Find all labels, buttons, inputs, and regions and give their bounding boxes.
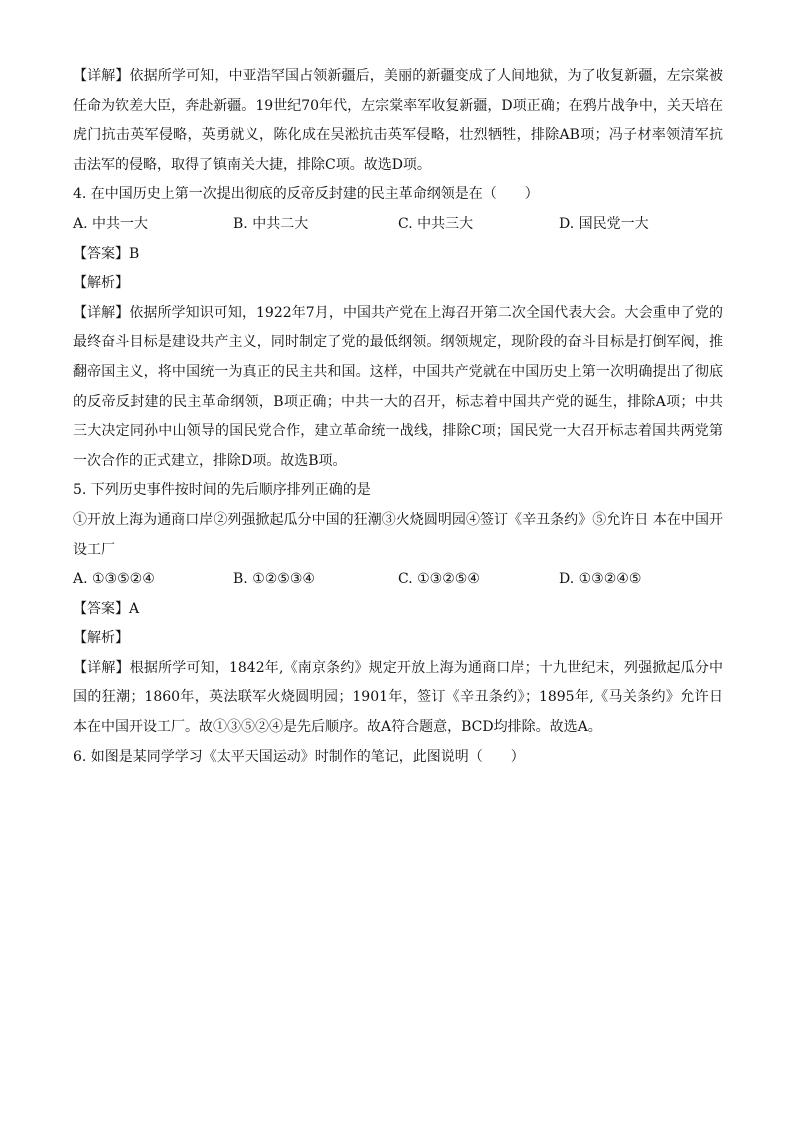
q5-option-b: B. ①②⑤③④ [233, 571, 315, 588]
q5-stem: 5. 下列历史事件按时间的先后顺序排列正确的是 [73, 482, 371, 499]
q4-detail: 【详解】依据所学知识可知，1922年7月，中国共产党在上海召开第二次全国代表大会。大会重申了党的最终奋斗目标是建设共产主义，同时制定了党的最低纲领。纲领规定，现阶段的奋斗目标是打倒军阀，推翻帝国主义，将中国统一为真正的民主共和国。这样，中国共产党就在中国历史上第一次明确提出了彻底的反帝反封建的民主革命纲领，B项正确；中共一大的召开，标志着中国共产党的诞生，排除A项；中共三大决定同孙中山领导的国民党合作，建立革命统一战线，排除C项；国民党一大召开标志着国共两党第一次合作的正式建立，排除D项。故选B项。 [73, 304, 723, 469]
document-page [73, 62, 723, 1022]
q4-option-a: A. 中共一大 [73, 215, 149, 232]
q4-option-b: B. 中共二大 [233, 215, 309, 232]
q5-option-c: C. ①③②⑤④ [398, 571, 480, 588]
q5-options [73, 565, 723, 595]
q4-option-d: D. 国民党一大 [559, 215, 649, 232]
q5-analysis-label: 【解析】 [73, 630, 129, 647]
q3-detail: 【详解】依据所学可知，中亚浩罕国占领新疆后，美丽的新疆变成了人间地狱，为了收复新疆，左宗棠被任命为钦差大臣，奔赴新疆。19世纪70年代，左宗棠率军收复新疆，D项正确；在鸦片战争中，关天培在虎门抗击英军侵略，英勇就义，陈化成在吴淞抗击英军侵略，壮烈牺牲，排除AB项；冯子材率领清军抗击法军的侵略，取得了镇南关大捷，排除C项。故选D项。 [73, 68, 723, 173]
q4-stem: 4. 在中国历史上第一次提出彻底的反帝反封建的民主革命纲领是在（ ） [73, 186, 539, 203]
q4-option-c: C. 中共三大 [398, 215, 474, 232]
q4-options [73, 210, 723, 240]
q4-answer: 【答案】B [73, 245, 140, 262]
q4-analysis-label: 【解析】 [73, 275, 129, 292]
blank-area [73, 772, 723, 1022]
q5-detail: 【详解】根据所学可知，1842年,《南京条约》规定开放上海为通商口岸；十九世纪末，列强掀起瓜分中国的狂潮；1860年，英法联军火烧圆明园；1901年，签订《辛丑条约》；1895年,《马关条约》允许日本在中国开设工厂。故①③⑤②④是先后顺序。故A符合题意，BCD均排除。故选A。 [73, 659, 723, 736]
q5-option-d: D. ①③②④⑤ [559, 571, 642, 588]
q6-stem: 6. 如图是某同学学习《太平天国运动》时制作的笔记，此图说明（ ） [73, 748, 525, 765]
q5-option-a: A. ①③⑤②④ [73, 571, 155, 588]
q5-answer: 【答案】A [73, 600, 140, 617]
q5-events: ①开放上海为通商口岸②列强掀起瓜分中国的狂潮③火烧圆明园④签订《辛丑条约》⑤允许日 本在中国开设工厂 [73, 511, 723, 558]
